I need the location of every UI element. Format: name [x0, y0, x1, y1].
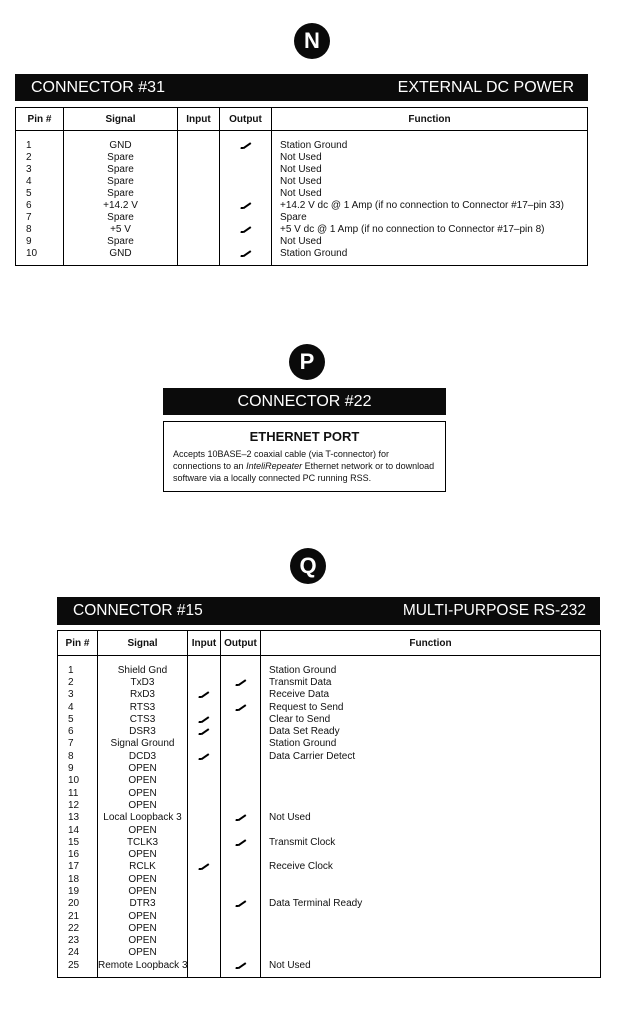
- function-cell: [261, 885, 601, 897]
- signal-cell: RCLK: [98, 861, 188, 873]
- pin-cell: 24: [68, 947, 80, 959]
- table-row: [58, 738, 601, 750]
- input-cell: [188, 959, 221, 971]
- table-row: [58, 725, 601, 737]
- check-mark-icon: [235, 677, 247, 685]
- table-row: [58, 713, 601, 725]
- input-cell: [188, 922, 221, 934]
- table-row: [58, 664, 601, 676]
- table-row: [58, 959, 601, 971]
- signal-cell: DCD3: [98, 750, 188, 762]
- output-cell: [221, 959, 261, 971]
- input-cell: [188, 898, 221, 910]
- signal-cell: OPEN: [98, 922, 188, 934]
- function-cell: Request to Send: [261, 701, 601, 713]
- table-row: [58, 898, 601, 910]
- check-mark-icon: [235, 702, 247, 710]
- signal-cell: OPEN: [98, 935, 188, 947]
- output-cell: [220, 151, 272, 163]
- table-row: [58, 799, 601, 811]
- check-mark-icon: [235, 837, 247, 845]
- input-cell: [188, 676, 221, 688]
- function-cell: +14.2 V dc @ 1 Amp (if no connection to Connector #17–pin 33): [272, 199, 588, 211]
- table-row: [16, 187, 588, 199]
- output-cell: [221, 922, 261, 934]
- signal-cell: DTR3: [98, 898, 188, 910]
- check-mark-icon: [235, 960, 247, 968]
- signal-cell: Spare: [64, 187, 178, 199]
- inteli-repeater-text: InteliRepeater: [246, 461, 303, 471]
- pin-cell: 1: [26, 139, 32, 151]
- input-cell: [178, 151, 220, 163]
- output-cell: [221, 701, 261, 713]
- signal-cell: Spare: [64, 163, 178, 175]
- pin-cell: 3: [68, 689, 74, 701]
- table-row: [58, 885, 601, 897]
- table-row: [58, 750, 601, 762]
- column-header-output: Output: [221, 631, 261, 656]
- output-cell: [221, 885, 261, 897]
- output-cell: [220, 175, 272, 187]
- connector-15-subtitle: MULTI-PURPOSE RS-232: [402, 602, 586, 619]
- function-cell: Clear to Send: [261, 713, 601, 725]
- output-cell: [220, 211, 272, 223]
- check-mark-icon: [198, 714, 210, 722]
- function-cell: Spare: [272, 211, 588, 223]
- function-cell: [261, 848, 601, 860]
- connector-15-header: [57, 597, 600, 625]
- check-mark-icon: [198, 751, 210, 759]
- function-cell: [261, 922, 601, 934]
- table-row: [58, 689, 601, 701]
- input-cell: [188, 775, 221, 787]
- description-text-2: Ethernet network or to download software via a locally connected PC running RSS.: [173, 461, 435, 483]
- input-cell: [188, 750, 221, 762]
- connector-15-table: [57, 630, 601, 978]
- pin-cell: 8: [68, 750, 74, 762]
- function-cell: Station Ground: [261, 664, 601, 676]
- signal-cell: Spare: [64, 151, 178, 163]
- output-cell: [221, 676, 261, 688]
- pin-cell: 9: [68, 763, 74, 775]
- pin-cell: 5: [68, 713, 74, 725]
- input-cell: [188, 910, 221, 922]
- output-cell: [221, 762, 261, 774]
- check-mark-icon: [198, 861, 210, 869]
- signal-cell: OPEN: [98, 799, 188, 811]
- check-mark-icon: [235, 898, 247, 906]
- output-cell: [221, 836, 261, 848]
- output-cell: [221, 935, 261, 947]
- input-cell: [178, 187, 220, 199]
- function-cell: Station Ground: [261, 738, 601, 750]
- check-mark-icon: [240, 224, 252, 232]
- pin-cell: 19: [68, 885, 80, 897]
- ethernet-port-description: [164, 444, 445, 484]
- function-cell: Not Used: [261, 812, 601, 824]
- output-cell: [221, 787, 261, 799]
- signal-cell: GND: [64, 139, 178, 151]
- pin-cell: 25: [68, 959, 80, 971]
- signal-cell: OPEN: [98, 873, 188, 885]
- pin-cell: 20: [68, 898, 80, 910]
- pin-cell: 15: [68, 836, 80, 848]
- output-cell: [221, 713, 261, 725]
- signal-cell: TxD3: [98, 676, 188, 688]
- output-cell: [221, 861, 261, 873]
- output-cell: [221, 738, 261, 750]
- signal-cell: Spare: [64, 175, 178, 187]
- input-cell: [188, 664, 221, 676]
- pin-cell: 6: [68, 726, 74, 738]
- signal-cell: +5 V: [64, 223, 178, 235]
- input-cell: [178, 235, 220, 247]
- function-cell: Data Terminal Ready: [261, 898, 601, 910]
- input-cell: [178, 163, 220, 175]
- column-header-output: Output: [220, 108, 272, 131]
- input-cell: [188, 713, 221, 725]
- table-row: [58, 848, 601, 860]
- pin-cell: 6: [26, 199, 32, 211]
- input-cell: [188, 787, 221, 799]
- output-cell: [220, 235, 272, 247]
- input-cell: [178, 223, 220, 235]
- column-header-input: Input: [188, 631, 221, 656]
- signal-cell: +14.2 V: [64, 199, 178, 211]
- output-cell: [221, 910, 261, 922]
- signal-cell: GND: [64, 247, 178, 259]
- function-cell: [261, 935, 601, 947]
- signal-cell: OPEN: [98, 762, 188, 774]
- input-cell: [178, 211, 220, 223]
- column-header-pin: Pin #: [16, 108, 64, 131]
- function-cell: Data Carrier Detect: [261, 750, 601, 762]
- signal-cell: OPEN: [98, 824, 188, 836]
- input-cell: [188, 701, 221, 713]
- output-cell: [220, 163, 272, 175]
- function-cell: Receive Data: [261, 689, 601, 701]
- output-cell: [221, 750, 261, 762]
- pin-cell: 2: [26, 151, 32, 163]
- check-mark-icon: [198, 726, 210, 734]
- function-cell: [261, 799, 601, 811]
- section-badge-n: N: [294, 23, 330, 59]
- pin-cell: 21: [68, 910, 80, 922]
- signal-cell: DSR3: [98, 725, 188, 737]
- input-cell: [178, 139, 220, 151]
- table-row: [16, 151, 588, 163]
- input-cell: [188, 935, 221, 947]
- table-row: [58, 935, 601, 947]
- function-cell: [261, 775, 601, 787]
- table-row: [58, 787, 601, 799]
- function-cell: [261, 824, 601, 836]
- signal-cell: Remote Loopback 3: [98, 959, 188, 971]
- column-header-function: Function: [261, 631, 601, 656]
- table-row: [58, 861, 601, 873]
- pin-cell: 14: [68, 824, 80, 836]
- pin-cell: 9: [26, 235, 32, 247]
- pin-cell: 8: [26, 223, 32, 235]
- input-cell: [188, 824, 221, 836]
- pin-cell: 7: [68, 738, 74, 750]
- function-cell: Not Used: [272, 163, 588, 175]
- description-text-1: Accepts 10BASE–2 coaxial cable (via T-connector) for connections to an: [173, 449, 389, 471]
- signal-cell: Shield Gnd: [98, 664, 188, 676]
- function-cell: Not Used: [272, 175, 588, 187]
- input-cell: [188, 762, 221, 774]
- input-cell: [178, 199, 220, 211]
- input-cell: [188, 725, 221, 737]
- input-cell: [188, 812, 221, 824]
- table-row: [58, 873, 601, 885]
- output-cell: [220, 223, 272, 235]
- pin-cell: 3: [26, 163, 32, 175]
- function-cell: [261, 873, 601, 885]
- pin-cell: 22: [68, 922, 80, 934]
- output-cell: [221, 873, 261, 885]
- table-row: [16, 139, 588, 151]
- column-header-signal: Signal: [64, 108, 178, 131]
- input-cell: [178, 247, 220, 259]
- input-cell: [188, 885, 221, 897]
- output-cell: [221, 947, 261, 959]
- pin-cell: 12: [68, 799, 80, 811]
- pin-cell: 4: [26, 175, 32, 187]
- pin-cell: 16: [68, 849, 80, 861]
- function-cell: [261, 787, 601, 799]
- check-mark-icon: [240, 140, 252, 148]
- pin-cell: 23: [68, 935, 80, 947]
- connector-31-title: CONNECTOR #31: [31, 78, 165, 96]
- output-cell: [221, 898, 261, 910]
- input-cell: [188, 873, 221, 885]
- signal-cell: RxD3: [98, 689, 188, 701]
- function-cell: [261, 947, 601, 959]
- pin-cell: 10: [26, 247, 38, 259]
- pin-cell: 2: [68, 676, 74, 688]
- function-cell: Not Used: [272, 151, 588, 163]
- table-row: [16, 163, 588, 175]
- signal-cell: RTS3: [98, 701, 188, 713]
- check-mark-icon: [240, 200, 252, 208]
- signal-cell: OPEN: [98, 885, 188, 897]
- signal-cell: TCLK3: [98, 836, 188, 848]
- signal-cell: OPEN: [98, 910, 188, 922]
- function-cell: Not Used: [261, 959, 601, 971]
- signal-cell: Signal Ground: [98, 738, 188, 750]
- table-row: [16, 175, 588, 187]
- output-cell: [221, 848, 261, 860]
- table-row: [58, 836, 601, 848]
- connector-31-table: [15, 107, 588, 266]
- output-cell: [220, 247, 272, 259]
- table-row: [58, 676, 601, 688]
- signal-cell: Spare: [64, 235, 178, 247]
- function-cell: Transmit Clock: [261, 836, 601, 848]
- table-row: [16, 247, 588, 259]
- connector-22-title: CONNECTOR #22: [237, 392, 372, 410]
- function-cell: Not Used: [272, 235, 588, 247]
- pin-cell: 5: [26, 187, 32, 199]
- signal-cell: OPEN: [98, 787, 188, 799]
- output-cell: [221, 689, 261, 701]
- function-cell: Receive Clock: [261, 861, 601, 873]
- table-row: [16, 211, 588, 223]
- signal-cell: OPEN: [98, 947, 188, 959]
- pin-cell: 11: [68, 787, 79, 799]
- table-row: [58, 824, 601, 836]
- function-cell: Station Ground: [272, 139, 588, 151]
- pin-cell: 7: [26, 211, 32, 223]
- output-cell: [220, 199, 272, 211]
- column-header-signal: Signal: [98, 631, 188, 656]
- output-cell: [221, 824, 261, 836]
- table-row: [58, 947, 601, 959]
- output-cell: [221, 725, 261, 737]
- column-header-pin: Pin #: [58, 631, 98, 656]
- output-cell: [221, 799, 261, 811]
- column-header-input: Input: [178, 108, 220, 131]
- pin-cell: 17: [68, 861, 80, 873]
- check-mark-icon: [235, 812, 247, 820]
- function-cell: Transmit Data: [261, 676, 601, 688]
- signal-cell: CTS3: [98, 713, 188, 725]
- pin-cell: 10: [68, 775, 80, 787]
- pin-cell: 4: [68, 701, 74, 713]
- table-row: [16, 223, 588, 235]
- pin-cell: 18: [68, 873, 80, 885]
- connector-31-header: [15, 74, 588, 101]
- connector-31-subtitle: EXTERNAL DC POWER: [397, 78, 574, 96]
- ethernet-port-title: ETHERNET PORT: [249, 429, 360, 444]
- pin-cell: 1: [68, 664, 74, 676]
- output-cell: [221, 775, 261, 787]
- table-row: [58, 701, 601, 713]
- function-cell: +5 V dc @ 1 Amp (if no connection to Connector #17–pin 8): [272, 223, 588, 235]
- input-cell: [188, 799, 221, 811]
- table-row: [58, 762, 601, 774]
- signal-cell: Local Loopback 3: [98, 812, 188, 824]
- table-row: [58, 922, 601, 934]
- signal-cell: OPEN: [98, 775, 188, 787]
- ethernet-port-box: [163, 421, 446, 492]
- column-header-function: Function: [272, 108, 588, 131]
- input-cell: [188, 689, 221, 701]
- output-cell: [221, 812, 261, 824]
- signal-cell: OPEN: [98, 848, 188, 860]
- table-row: [16, 199, 588, 211]
- pin-cell: 13: [68, 812, 80, 824]
- check-mark-icon: [240, 248, 252, 256]
- connector-22-header: [163, 388, 446, 415]
- table-row: [58, 812, 601, 824]
- output-cell: [221, 664, 261, 676]
- output-cell: [220, 187, 272, 199]
- function-cell: Data Set Ready: [261, 725, 601, 737]
- input-cell: [188, 738, 221, 750]
- input-cell: [188, 848, 221, 860]
- input-cell: [188, 947, 221, 959]
- function-cell: [261, 762, 601, 774]
- input-cell: [188, 836, 221, 848]
- output-cell: [220, 139, 272, 151]
- function-cell: Not Used: [272, 187, 588, 199]
- input-cell: [188, 861, 221, 873]
- table-row: [58, 910, 601, 922]
- signal-cell: Spare: [64, 211, 178, 223]
- input-cell: [178, 175, 220, 187]
- section-badge-p: P: [289, 344, 325, 380]
- table-row: [58, 775, 601, 787]
- connector-15-title: CONNECTOR #15: [73, 602, 203, 619]
- check-mark-icon: [198, 689, 210, 697]
- function-cell: Station Ground: [272, 247, 588, 259]
- table-row: [16, 235, 588, 247]
- section-badge-q: Q: [290, 548, 326, 584]
- function-cell: [261, 910, 601, 922]
